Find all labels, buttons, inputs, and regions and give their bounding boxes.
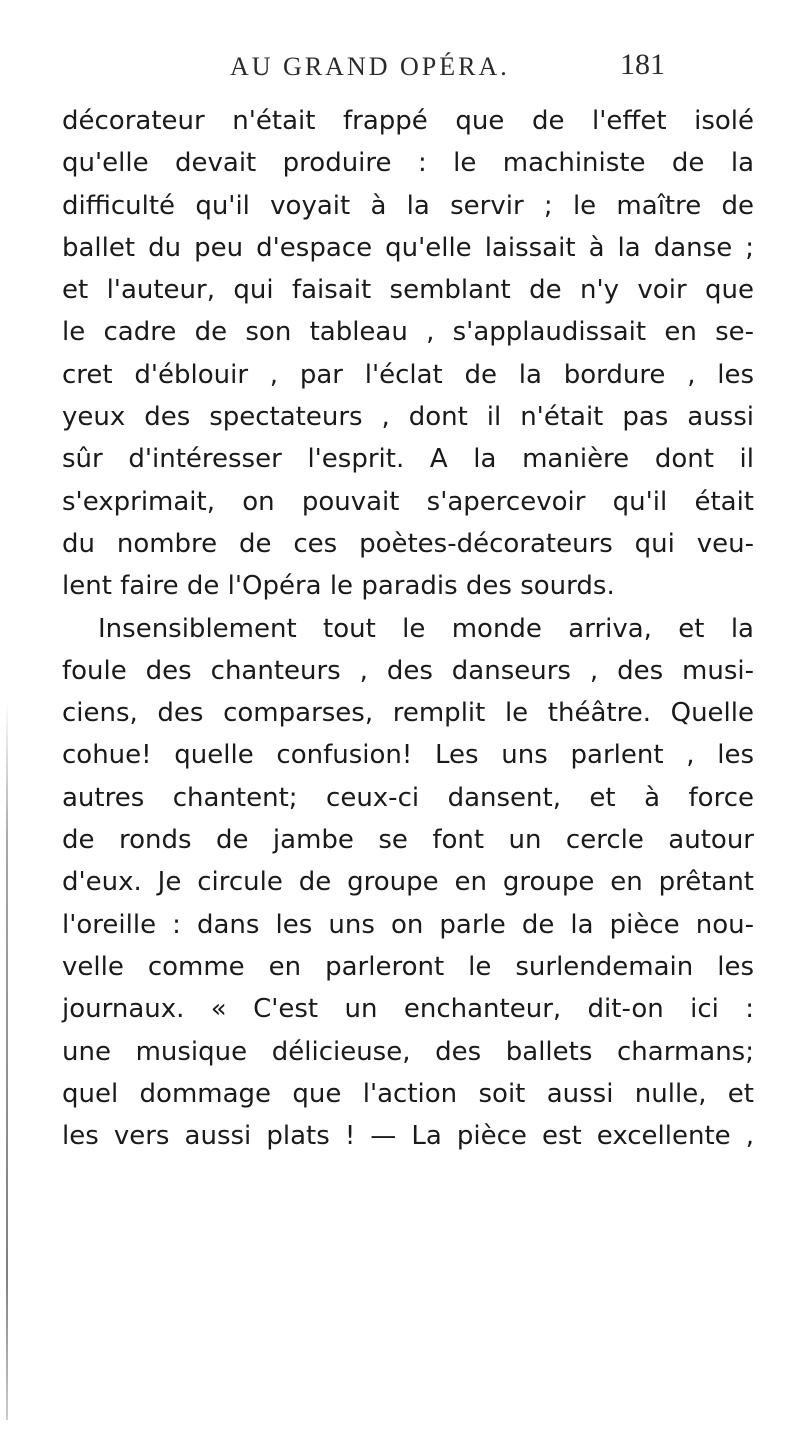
text-line: qu'elle devait produire : le machiniste de la (62, 148, 754, 179)
text-line: lent faire de l'Opéra le paradis des sourds. (62, 571, 615, 602)
text-line: ballet du peu d'espace qu'elle laissait à la danse ; (62, 232, 754, 263)
paragraph-2 (62, 608, 754, 1158)
text-line: foule des chanteurs , des danseurs , des musi- (62, 655, 754, 686)
running-head (0, 48, 800, 92)
text-line: autres chantent; ceux-ci dansent, et à force (62, 782, 754, 813)
text-line: d'eux. Je circule de groupe en groupe en prêtant (62, 867, 754, 898)
text-line: les vers aussi plats ! — La pièce est excellente , (62, 1121, 754, 1152)
text-line: s'exprimait, on pouvait s'apercevoir qu'il était (62, 486, 754, 517)
text-line: du nombre de ces poètes-décorateurs qui veu- (62, 528, 754, 559)
text-line: décorateur n'était frappé que de l'effet isolé (62, 106, 754, 136)
text-line: cohue! quelle confusion! Les uns parlent , les (62, 740, 754, 771)
text-line: velle comme en parleront le surlendemain les (62, 951, 754, 982)
text-line: sûr d'intéresser l'esprit. A la manière dont il (62, 444, 754, 475)
text-line: yeux des spectateurs , dont il n'était pas aussi (62, 402, 754, 433)
running-title: AU GRAND OPÉRA. (230, 52, 510, 81)
text-line: Insensiblement tout le monde arriva, et la (98, 613, 754, 644)
page-number: 181 (620, 48, 665, 81)
text-line: le cadre de son tableau , s'applaudissait en se- (62, 317, 754, 348)
text-line: l'oreille : dans les uns on parle de la pièce nou- (62, 909, 754, 940)
text-line: journaux. « C'est un enchanteur, dit-on ici : (62, 994, 754, 1025)
body-text (62, 100, 754, 1157)
text-line: ciens, des comparses, remplit le théâtre. Quelle (62, 698, 754, 729)
text-line: une musique délicieuse, des ballets charmans; (62, 1036, 754, 1067)
paragraph-1 (62, 100, 754, 608)
text-line: et l'auteur, qui faisait semblant de n'y voir que (62, 275, 754, 306)
text-line: de ronds de jambe se font un cercle autour (62, 825, 754, 856)
text-line: difficulté qu'il voyait à la servir ; le maître de (62, 190, 754, 221)
text-line: quel dommage que l'action soit aussi nulle, et (62, 1078, 754, 1109)
page-gutter-shadow (6, 700, 8, 1420)
text-line: cret d'éblouir , par l'éclat de la bordure , les (62, 359, 754, 390)
